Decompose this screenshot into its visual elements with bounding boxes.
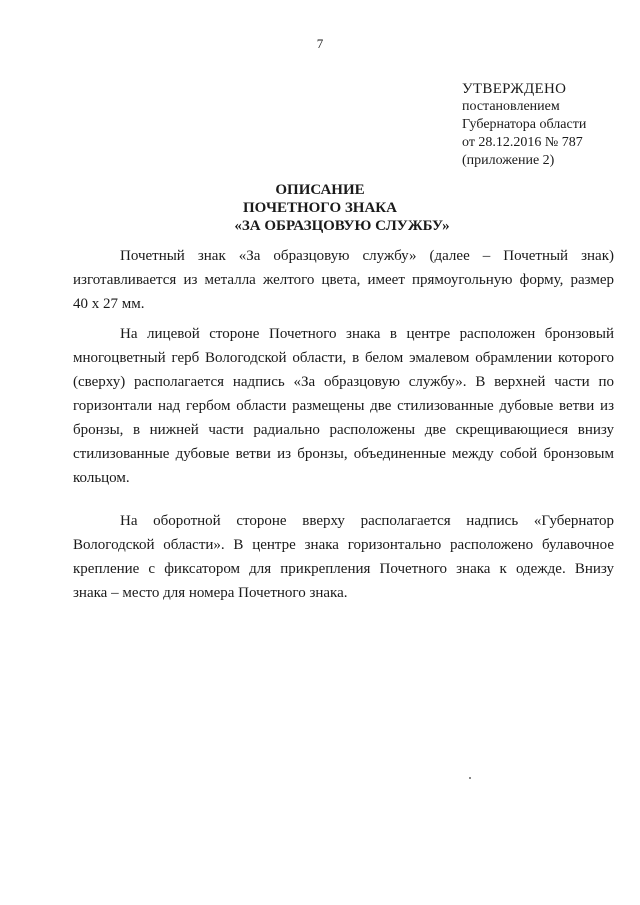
paragraph-line: Почетный знак «За образцовую службу» (далее – Почетный знак) xyxy=(120,248,614,264)
paragraph-line: На оборотной стороне вверху располагается надпись «Губернатор xyxy=(120,513,614,529)
paragraph-1 xyxy=(73,244,614,316)
paragraph-line: Вологодской области». В центре знака горизонтально расположено булавочное xyxy=(73,537,614,553)
paragraph-line: горизонтали над гербом области размещены две стилизованные дубовые ветви из xyxy=(73,398,614,414)
document-title xyxy=(0,181,640,235)
paragraph-line: стилизованные дубовые ветви из бронзы, объединенные между собой бронзовым xyxy=(73,446,614,462)
title-line: ОПИСАНИЕ xyxy=(275,182,365,198)
paragraph-line: 40 х 27 мм. xyxy=(73,296,145,312)
scan-speck xyxy=(469,777,471,779)
paragraph-line: кольцом. xyxy=(73,470,130,486)
title-line: «ЗА ОБРАЗЦОВУЮ СЛУЖБУ» xyxy=(234,218,450,234)
approval-date-number: от 28.12.2016 № 787 xyxy=(462,135,583,150)
paragraph-line: На лицевой стороне Почетного знака в центре расположен бронзовый xyxy=(120,326,614,342)
paragraph-line: изготавливается из металла желтого цвета, имеет прямоугольную форму, размер xyxy=(73,272,614,288)
paragraph-line: бронзы, в нижней части радиально расположены две скрещивающиеся внизу xyxy=(73,422,614,438)
approval-line: постановлением xyxy=(462,99,560,114)
page-number: 7 xyxy=(316,36,324,51)
paragraph-line: (сверху) располагается надпись «За образцовую службу». В верхней части по xyxy=(73,374,614,390)
paragraph-line: многоцветный герб Вологодской области, в белом эмалевом обрамлении которого xyxy=(73,350,614,366)
approval-attachment: (приложение 2) xyxy=(462,153,555,168)
approval-stamp xyxy=(462,80,637,170)
paragraph-line: знака – место для номера Почетного знака. xyxy=(73,585,348,601)
title-line: ПОЧЕТНОГО ЗНАКА xyxy=(242,200,398,216)
approval-heading: УТВЕРЖДЕНО xyxy=(462,81,567,97)
approval-line: Губернатора области xyxy=(462,117,587,132)
paragraph-3 xyxy=(73,509,614,605)
paragraph-2 xyxy=(73,322,614,490)
paragraph-line: крепление с фиксатором для прикрепления Почетного знака к одежде. Внизу xyxy=(73,561,614,577)
